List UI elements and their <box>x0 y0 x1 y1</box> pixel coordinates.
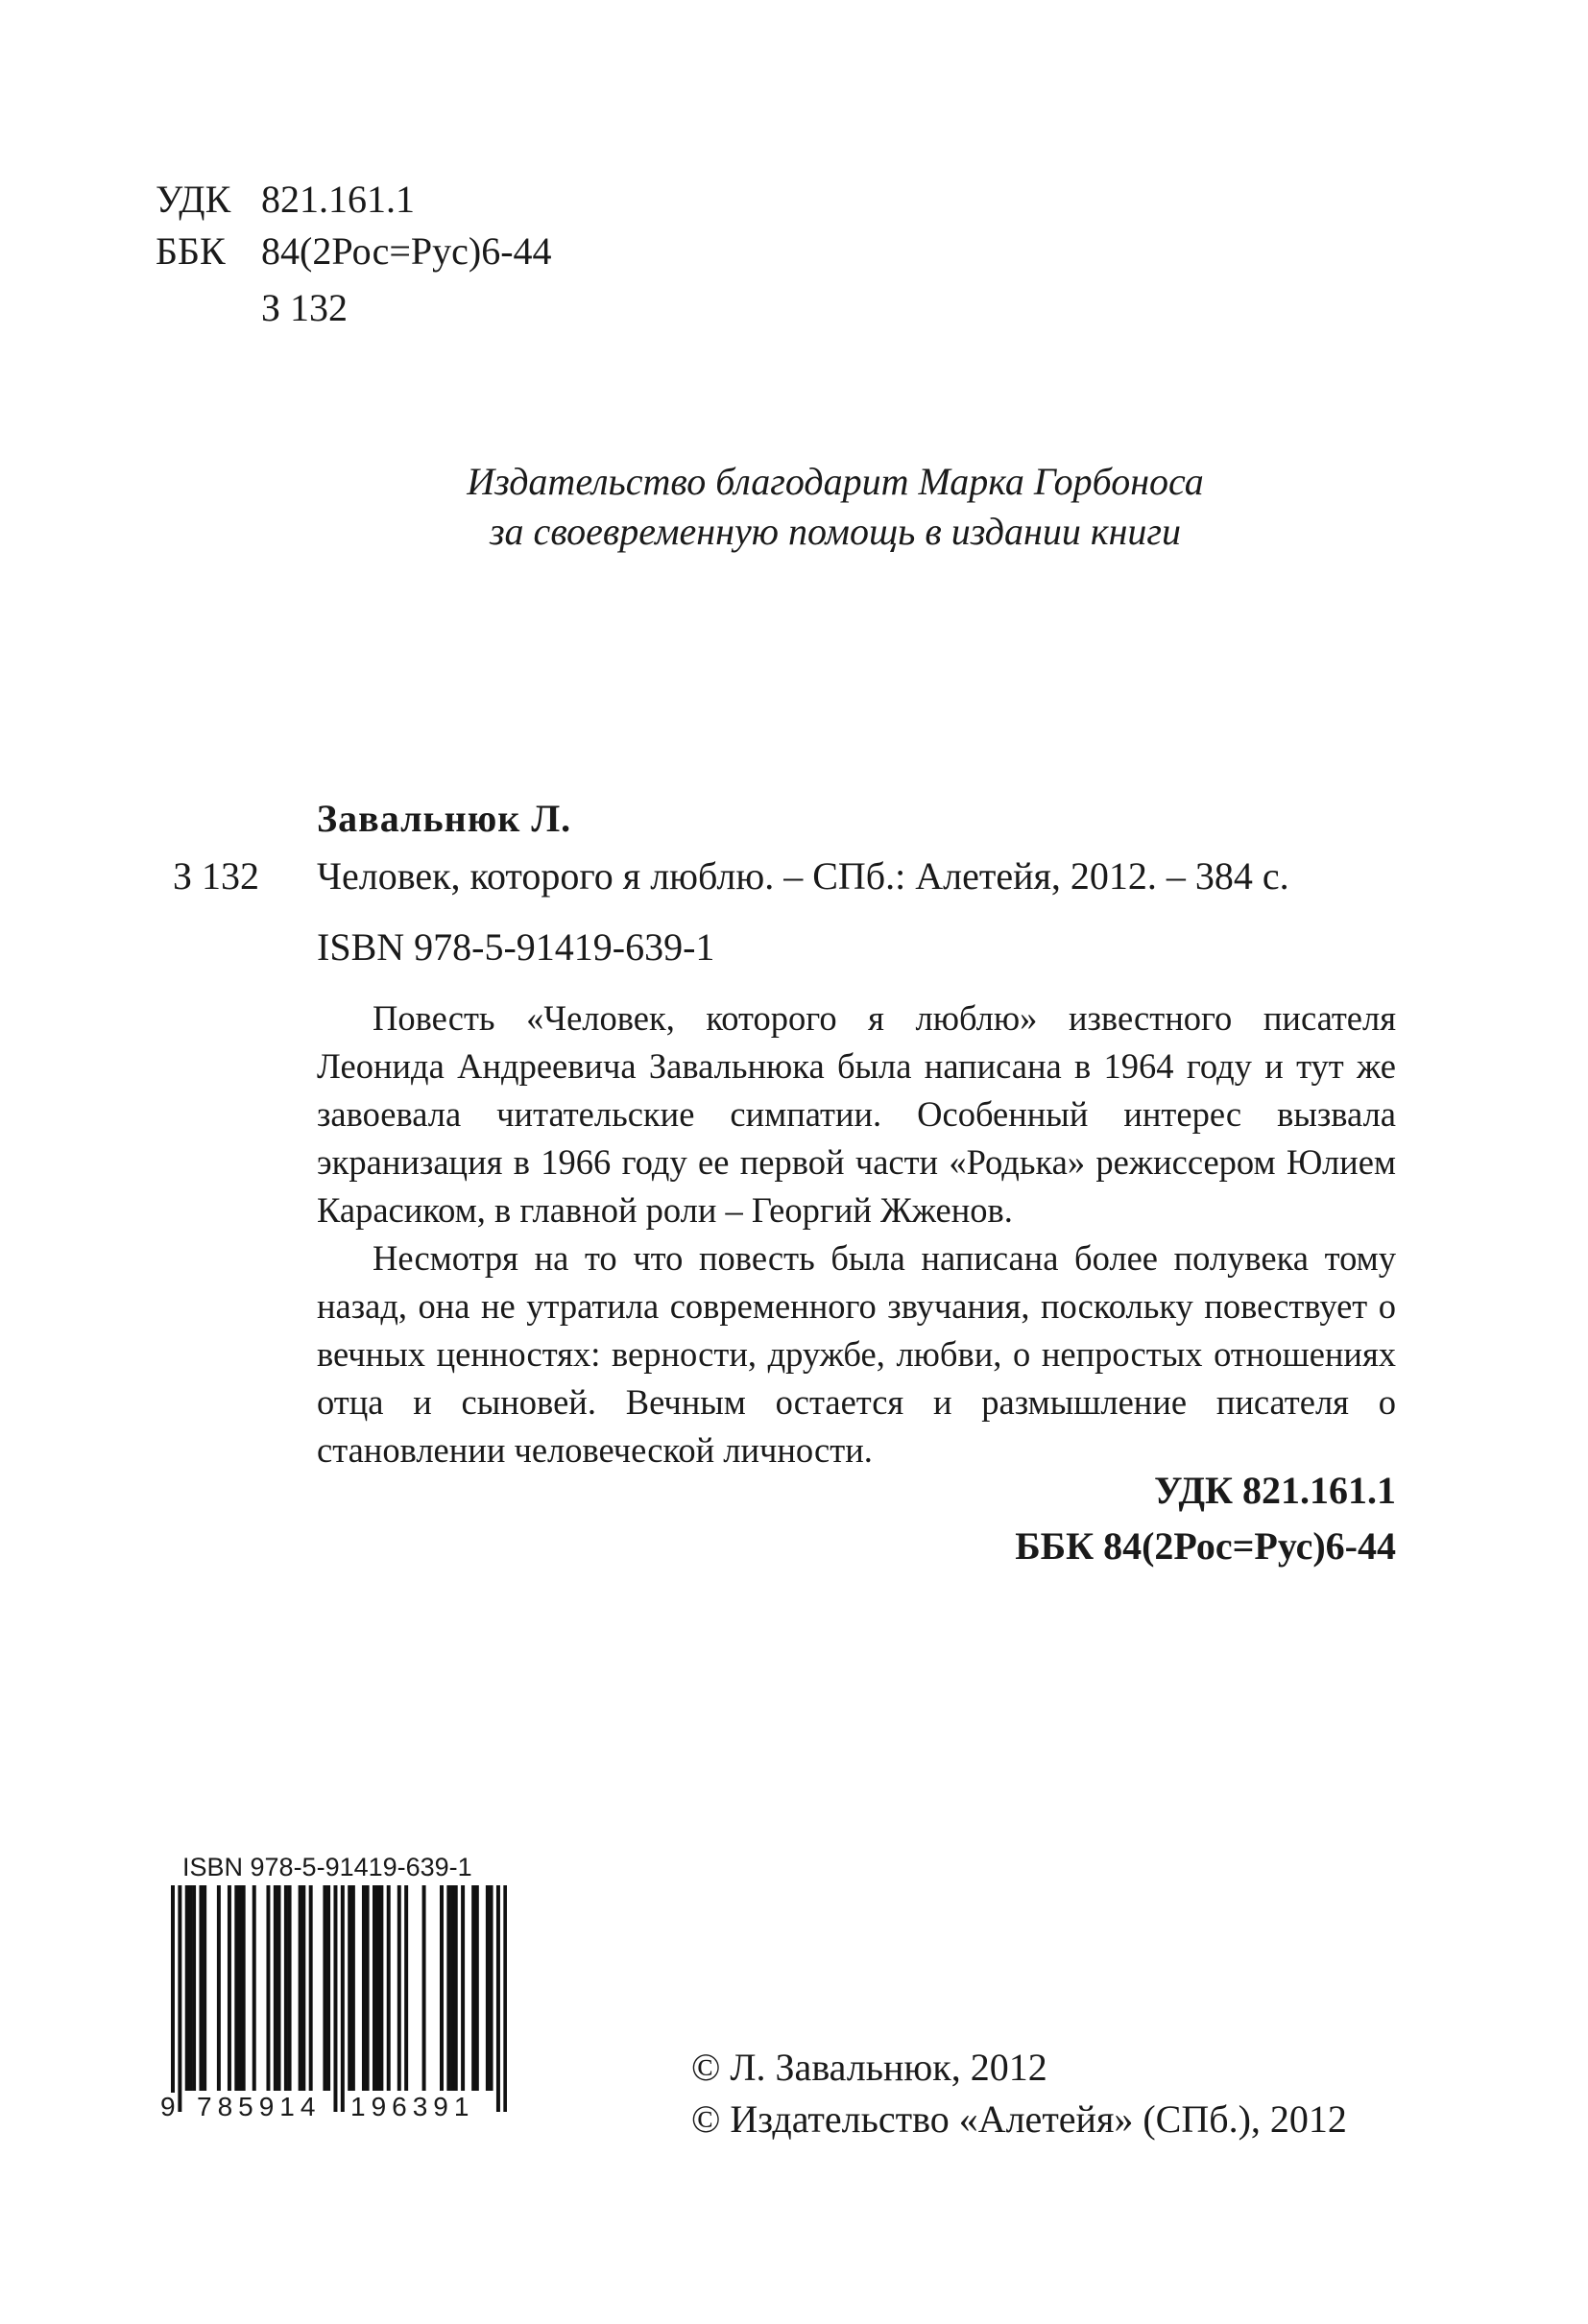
isbn-line: ISBN 978-5-91419-639-1 <box>317 925 715 969</box>
barcode-bar <box>171 1885 175 2112</box>
barcode-bar <box>486 1885 490 2091</box>
barcode-bar <box>387 1885 391 2091</box>
barcode-bar <box>397 1885 401 2091</box>
catalog-code: З 132 <box>261 286 349 329</box>
barcode-bar <box>277 1885 281 2091</box>
author-name: Завальнюк Л. <box>317 797 572 840</box>
barcode-bar <box>284 1885 288 2091</box>
barcode-bar <box>490 1885 493 2091</box>
annotation <box>317 994 1396 1474</box>
udk-bottom: УДК 821.161.1 <box>1154 1469 1396 1512</box>
udk-label: УДК <box>156 178 231 221</box>
bbk-value: 84(2Рос=Рус)6-44 <box>261 229 552 273</box>
bbk-bottom: ББК 84(2Рос=Рус)6-44 <box>1015 1524 1396 1568</box>
barcode-bar <box>185 1885 189 2091</box>
barcode-bar <box>253 1885 256 2091</box>
barcode-bar <box>471 1885 475 2091</box>
barcode-bar <box>234 1885 238 2091</box>
annotation-paragraph-1: Повесть «Человек, которого я люблю» известного писателя Леонида Андреевича Завальнюка была написана в 1964 году и тут же завоевала читательские симпатии. Особенный интерес вызвала экранизация в 1966 году ее первой части «Родька» режиссером Юлием Карасиком, в главной роли – Георгий Жженов. <box>317 998 1396 1230</box>
barcode-bar <box>301 1885 305 2091</box>
barcode-bar <box>203 1885 206 2091</box>
bbk-label: ББК <box>156 229 226 273</box>
barcode-bar <box>288 1885 292 2091</box>
barcode-bar <box>450 1885 454 2091</box>
copyright-publisher: © Издательство «Алетейя» (СПб.), 2012 <box>691 2097 1347 2141</box>
barcode-bar <box>228 1885 231 2091</box>
barcode-bar <box>326 1885 330 2091</box>
copyright-author: © Л. Завальнюк, 2012 <box>691 2046 1047 2089</box>
barcode-bar <box>299 1885 302 2091</box>
udk-value: 821.161.1 <box>261 178 415 221</box>
barcode-bar <box>373 1885 376 2091</box>
annotation-paragraph-2: Несмотря на то что повесть была написана более полувека тому назад, она не утратила современного звучания, поскольку повествует о вечных ценностях: верности, дружбе, любви, о непростых отношениях отца и сыновей. Вечным остается и размышление писателя о становлении человеческой личности. <box>317 1238 1396 1470</box>
barcode-bar <box>366 1885 370 2091</box>
barcode-bar <box>454 1885 458 2091</box>
barcode-bar <box>362 1885 366 2091</box>
barcode-bar <box>199 1885 203 2091</box>
barcode-digits-left: 785914 <box>197 2092 322 2121</box>
barcode-bar <box>274 1885 277 2091</box>
barcode-bar <box>376 1885 380 2091</box>
barcode-bar <box>309 1885 313 2091</box>
barcode-bar <box>503 1885 507 2112</box>
catalog-code-entry: З 132 <box>173 854 260 898</box>
barcode-bar <box>404 1885 408 2091</box>
barcode-bar <box>217 1885 221 2091</box>
barcode-digits-right: 196391 <box>350 2092 475 2121</box>
title-imprint-line: Человек, которого я люблю. – СПб.: Алетейя, 2012. – 384 с. <box>317 854 1289 898</box>
barcode-bar <box>440 1885 444 2091</box>
barcode-bar <box>348 1885 351 2091</box>
barcode-bar <box>461 1885 465 2091</box>
barcode-bar <box>475 1885 479 2091</box>
barcode-bar <box>178 1885 181 2112</box>
barcode-digit-first: 9 <box>160 2092 176 2121</box>
barcode-bar <box>333 1885 337 2112</box>
barcode-bar <box>192 1885 196 2091</box>
barcode-bar <box>496 1885 500 2112</box>
barcode-bar <box>188 1885 192 2091</box>
barcode-bar <box>242 1885 246 2091</box>
barcode-bar <box>351 1885 355 2091</box>
barcode-bar <box>379 1885 383 2091</box>
acknowledgement-line-2: за своевременную помощь в издании книги <box>489 510 1182 553</box>
barcode-bar <box>323 1885 326 2091</box>
barcode-bar <box>341 1885 345 2112</box>
barcode-isbn: ISBN 978-5-91419-639-1 <box>182 1853 472 1881</box>
barcode-bar <box>422 1885 426 2091</box>
acknowledgement-line-1: Издательство благодарит Марка Горбоноса <box>467 460 1204 503</box>
barcode-bar <box>446 1885 450 2091</box>
barcode-image <box>171 1885 507 2112</box>
barcode-bar <box>266 1885 270 2091</box>
barcode-bar <box>238 1885 242 2091</box>
